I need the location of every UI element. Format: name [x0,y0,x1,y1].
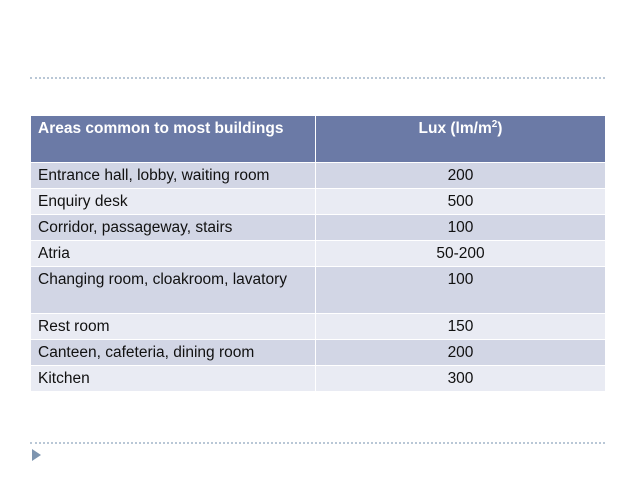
lux-cell: 50-200 [316,241,606,267]
area-cell: Changing room, cloakroom, lavatory [31,267,316,314]
lighting-levels-table [30,115,606,392]
area-cell: Entrance hall, lobby, waiting room [31,163,316,189]
table-row [31,189,606,215]
table-header-row [31,116,606,163]
table-row [31,267,606,314]
area-cell: Canteen, cafeteria, dining room [31,340,316,366]
area-cell: Enquiry desk [31,189,316,215]
top-dotted-divider [30,77,605,79]
table-row [31,241,606,267]
area-cell: Atria [31,241,316,267]
lux-cell: 150 [316,314,606,340]
bottom-dotted-divider [30,442,605,444]
header-lux-close: ) [497,120,503,137]
table-row [31,215,606,241]
lux-cell: 100 [316,267,606,314]
lux-cell: 100 [316,215,606,241]
lux-cell: 200 [316,340,606,366]
header-area: Areas common to most buildings [31,116,316,163]
lux-cell: 300 [316,366,606,392]
header-lux-superscript: 2 [491,118,498,130]
table-row [31,340,606,366]
table-row [31,163,606,189]
lux-cell: 200 [316,163,606,189]
header-lux-text: Lux (lm/m [418,120,492,137]
area-cell: Kitchen [31,366,316,392]
area-cell: Rest room [31,314,316,340]
header-lux [316,116,606,163]
area-cell: Corridor, passageway, stairs [31,215,316,241]
table-row [31,314,606,340]
table-row [31,366,606,392]
triangle-bullet-icon [32,449,41,461]
lux-cell: 500 [316,189,606,215]
